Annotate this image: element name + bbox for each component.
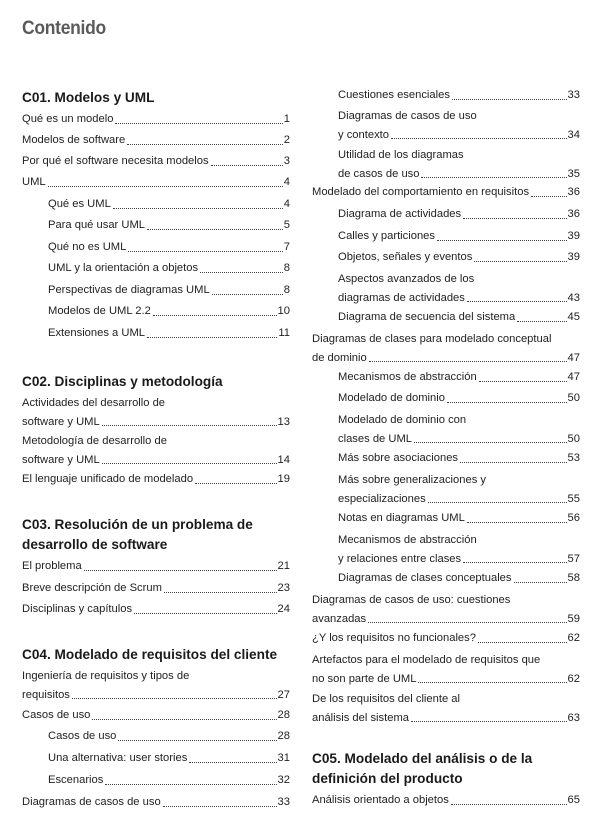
toc-entry[interactable]: Diagramas de clases para modelado conceptual de dominio 47 xyxy=(312,333,580,364)
page-title: Contenido xyxy=(22,18,106,39)
chapter-heading-c04: C04. Modelado de requisitos del cliente xyxy=(22,647,278,663)
chapter-heading-c03: C03. Resolución de un problema de xyxy=(22,517,253,533)
toc-subentry[interactable]: Utilidad de los diagramas de casos de uso 35 xyxy=(338,149,580,180)
toc-subentry[interactable]: Modelos de UML 2.2 10 xyxy=(48,305,290,317)
toc-entry[interactable]: Disciplinas y capítulos 24 xyxy=(22,603,290,615)
toc-subentry[interactable]: Casos de uso 28 xyxy=(48,730,290,742)
toc-subentry[interactable]: Cuestiones esenciales 33 xyxy=(338,89,580,101)
toc-subentry[interactable]: Perspectivas de diagramas UML 8 xyxy=(48,284,290,296)
toc-subentry[interactable]: Escenarios 32 xyxy=(48,774,290,786)
toc-subentry[interactable]: Qué no es UML 7 xyxy=(48,241,290,253)
toc-subentry[interactable]: Aspectos avanzados de los diagramas de actividades 43 xyxy=(338,273,580,304)
toc-subentry[interactable]: Modelado de dominio 50 xyxy=(338,392,580,404)
toc-subentry[interactable]: UML y la orientación a objetos 8 xyxy=(48,262,290,274)
toc-entry[interactable]: Modelos de software 2 xyxy=(22,134,290,146)
toc-subentry[interactable]: Para qué usar UML 5 xyxy=(48,219,290,231)
toc-subentry[interactable]: Qué es UML 4 xyxy=(48,198,290,210)
toc-subentry[interactable]: Mecanismos de abstracción 47 xyxy=(338,371,580,383)
chapter-heading-c05: C05. Modelado del análisis o de la xyxy=(312,751,533,767)
toc-subentry[interactable]: Más sobre generalizaciones y especializaciones 55 xyxy=(338,474,580,505)
toc-entry[interactable]: Actividades del desarrollo de software y UML 13 xyxy=(22,397,290,428)
toc-entry[interactable]: Modelado del comportamiento en requisitos 36 xyxy=(312,186,580,198)
toc-entry[interactable]: ¿Y los requisitos no funcionales? 62 xyxy=(312,632,580,644)
toc-subentry[interactable]: Extensiones a UML 11 xyxy=(48,327,290,339)
toc-entry[interactable]: UML 4 xyxy=(22,176,290,188)
toc-entry[interactable]: Artefactos para el modelado de requisitos que no son parte de UML 62 xyxy=(312,654,580,685)
toc-entry[interactable]: Diagramas de casos de uso: cuestiones avanzadas 59 xyxy=(312,594,580,625)
toc-subentry[interactable]: Diagramas de clases conceptuales 58 xyxy=(338,572,580,584)
toc-subentry[interactable]: Objetos, señales y eventos 39 xyxy=(338,251,580,263)
toc-subentry[interactable]: Calles y particiones 39 xyxy=(338,230,580,242)
toc-entry[interactable]: El problema 21 xyxy=(22,560,290,572)
toc-entry[interactable]: Casos de uso 28 xyxy=(22,709,290,721)
chapter-heading-c05-cont: definición del producto xyxy=(312,771,463,787)
toc-entry[interactable]: Ingeniería de requisitos y tipos de requisitos 27 xyxy=(22,670,290,701)
toc-subentry[interactable]: Modelado de dominio con clases de UML 50 xyxy=(338,414,580,445)
toc-subentry[interactable]: Más sobre asociaciones 53 xyxy=(338,452,580,464)
toc-entry[interactable]: Análisis orientado a objetos 65 xyxy=(312,794,580,806)
toc-entry[interactable]: Qué es un modelo 1 xyxy=(22,113,290,125)
toc-subentry[interactable]: Diagrama de actividades 36 xyxy=(338,208,580,220)
chapter-heading-c01: C01. Modelos y UML xyxy=(22,90,155,106)
toc-subentry[interactable]: Diagrama de secuencia del sistema 45 xyxy=(338,311,580,323)
toc-subentry[interactable]: Diagramas de casos de uso y contexto 34 xyxy=(338,110,580,141)
toc-entry[interactable]: Diagramas de casos de uso 33 xyxy=(22,796,290,808)
toc-entry[interactable]: Por qué el software necesita modelos 3 xyxy=(22,155,290,167)
toc-subentry[interactable]: Notas en diagramas UML 56 xyxy=(338,512,580,524)
toc-subentry[interactable]: Una alternativa: user stories 31 xyxy=(48,752,290,764)
toc-entry[interactable]: Metodología de desarrollo de software y UML 14 xyxy=(22,435,290,466)
toc-entry[interactable]: El lenguaje unificado de modelado 19 xyxy=(22,473,290,485)
toc-subentry[interactable]: Mecanismos de abstracción y relaciones entre clases 57 xyxy=(338,534,580,565)
chapter-heading-c02: C02. Disciplinas y metodología xyxy=(22,374,223,390)
chapter-heading-c03-cont: desarrollo de software xyxy=(22,537,168,553)
toc-entry[interactable]: De los requisitos del cliente al análisis del sistema 63 xyxy=(312,693,580,724)
toc-entry[interactable]: Breve descripción de Scrum 23 xyxy=(22,582,290,594)
